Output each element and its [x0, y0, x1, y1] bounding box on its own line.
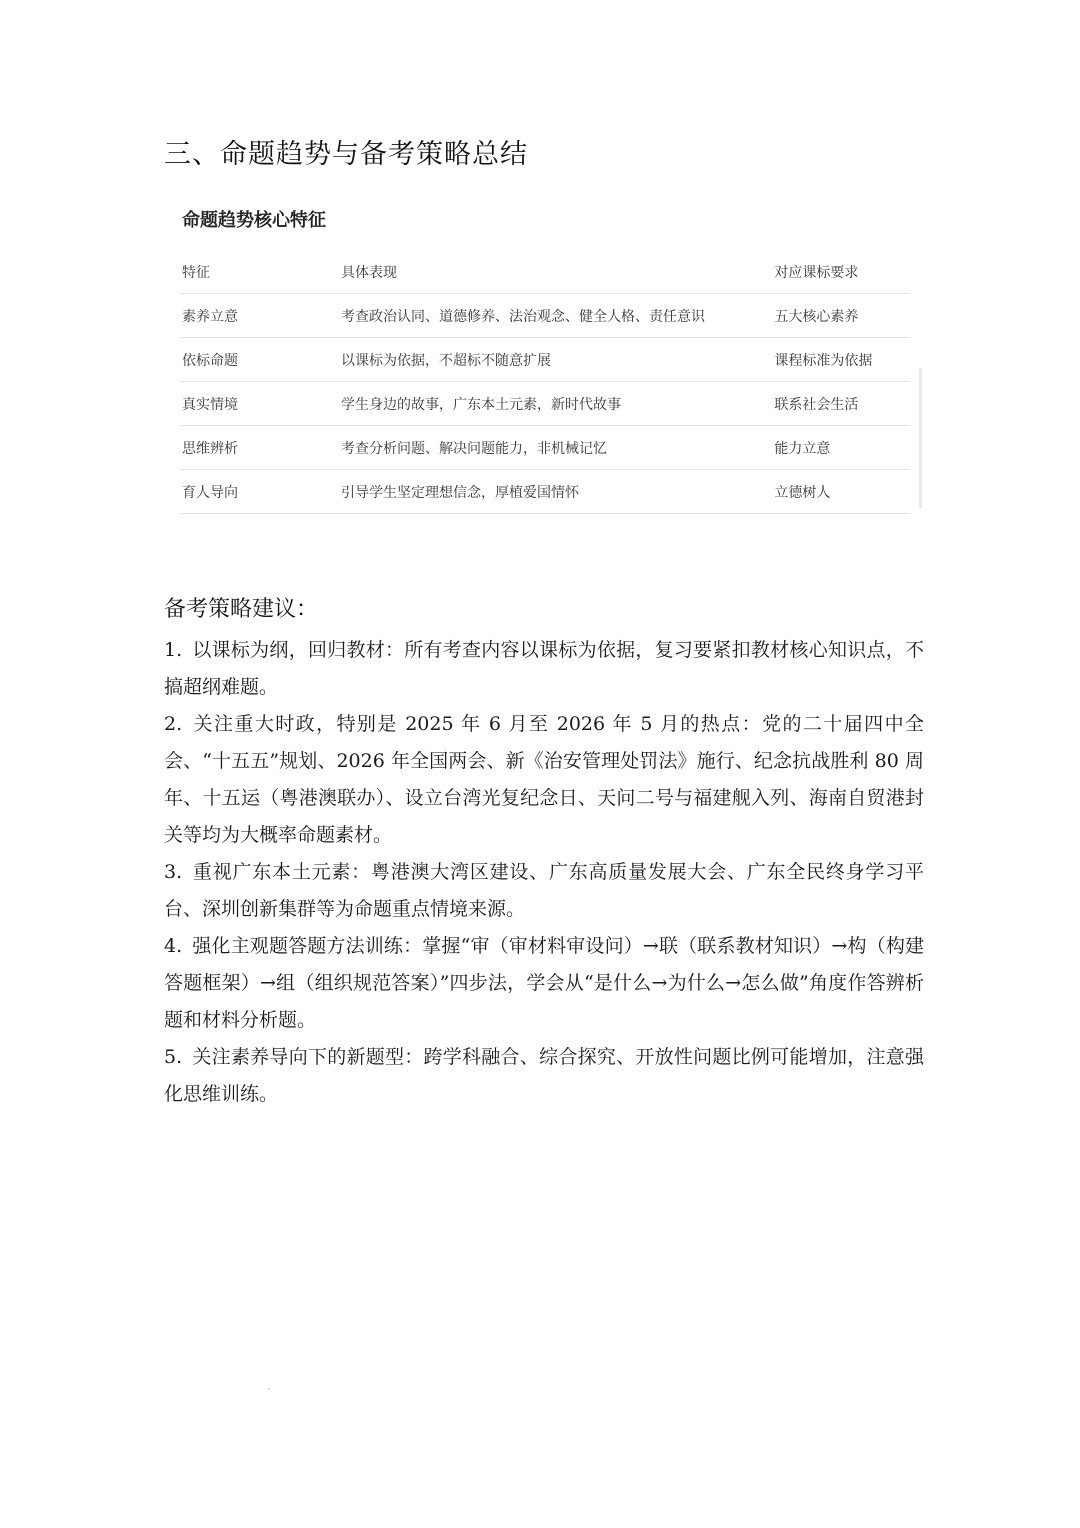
list-item — [164, 854, 924, 928]
trend-table-block — [170, 198, 922, 520]
item-text: 关注重大时政，特别是 2025 年 6 月至 2026 年 5 月的热点：党的二十届四中全会、“十五五”规划、2026 年全国两会、新《治安管理处罚法》施行、纪念抗战胜利 80 周年、十五运（粤港澳联办）、设立台湾光复纪念日、天问二号与福建舰入列、海南自贸港封关等均为大概率命题素材。 — [164, 713, 924, 846]
section-title: 三、命题趋势与备考策略总结 — [164, 139, 528, 170]
list-item — [164, 1039, 924, 1113]
item-number: 5. — [164, 1046, 183, 1068]
table-header-row — [180, 250, 910, 294]
table-cell-performance: 考查政治认同、道德修养、法治观念、健全人格、责任意识 — [341, 294, 774, 338]
table-row — [180, 470, 910, 514]
list-item — [164, 632, 924, 706]
item-number: 2. — [164, 713, 183, 735]
item-number: 3. — [164, 861, 183, 883]
table-cell-standard: 课程标准为依据 — [774, 338, 910, 382]
table-row — [180, 382, 910, 426]
column-header-feature: 特征 — [180, 250, 341, 294]
table-cell-feature: 依标命题 — [180, 338, 341, 382]
table-row — [180, 294, 910, 338]
table-cell-performance: 考查分析问题、解决问题能力，非机械记忆 — [341, 426, 774, 470]
table-cell-feature: 育人导向 — [180, 470, 341, 514]
table-cell-standard: 立德树人 — [774, 470, 910, 514]
strategy-heading: 备考策略建议： — [164, 597, 319, 622]
table-cell-feature: 素养立意 — [180, 294, 341, 338]
scan-speck — [268, 1388, 270, 1390]
item-text: 重视广东本土元素：粤港澳大湾区建设、广东高质量发展大会、广东全民终身学习平台、深圳创新集群等为命题重点情境来源。 — [164, 861, 924, 920]
strategy-list — [164, 632, 924, 1113]
table-cell-performance: 学生身边的故事，广东本土元素，新时代故事 — [341, 382, 774, 426]
table-title: 命题趋势核心特征 — [182, 210, 326, 231]
trend-table — [180, 250, 910, 514]
table-cell-standard: 联系社会生活 — [774, 382, 910, 426]
table-cell-performance: 以课标为依据，不超标不随意扩展 — [341, 338, 774, 382]
list-item — [164, 928, 924, 1039]
table-cell-standard: 五大核心素养 — [774, 294, 910, 338]
column-header-standard: 对应课标要求 — [774, 250, 910, 294]
table-cell-standard: 能力立意 — [774, 426, 910, 470]
item-text: 以课标为纲，回归教材：所有考查内容以课标为依据，复习要紧扣教材核心知识点，不搞超纲难题。 — [164, 639, 924, 698]
list-item — [164, 706, 924, 854]
table-row — [180, 338, 910, 382]
item-text: 关注素养导向下的新题型：跨学科融合、综合探究、开放性问题比例可能增加，注意强化思维训练。 — [164, 1046, 924, 1105]
item-text: 强化主观题答题方法训练：掌握“审（审材料审设问）→联（联系教材知识）→构（构建答题框架）→组（组织规范答案）”四步法，学会从“是什么→为什么→怎么做”角度作答辨析题和材料分析题。 — [164, 935, 924, 1031]
table-cell-feature: 真实情境 — [180, 382, 341, 426]
item-number: 4. — [164, 935, 183, 957]
table-cell-feature: 思维辨析 — [180, 426, 341, 470]
item-number: 1. — [164, 639, 183, 661]
table-row — [180, 426, 910, 470]
table-cell-performance: 引导学生坚定理想信念，厚植爱国情怀 — [341, 470, 774, 514]
column-header-performance: 具体表现 — [341, 250, 774, 294]
